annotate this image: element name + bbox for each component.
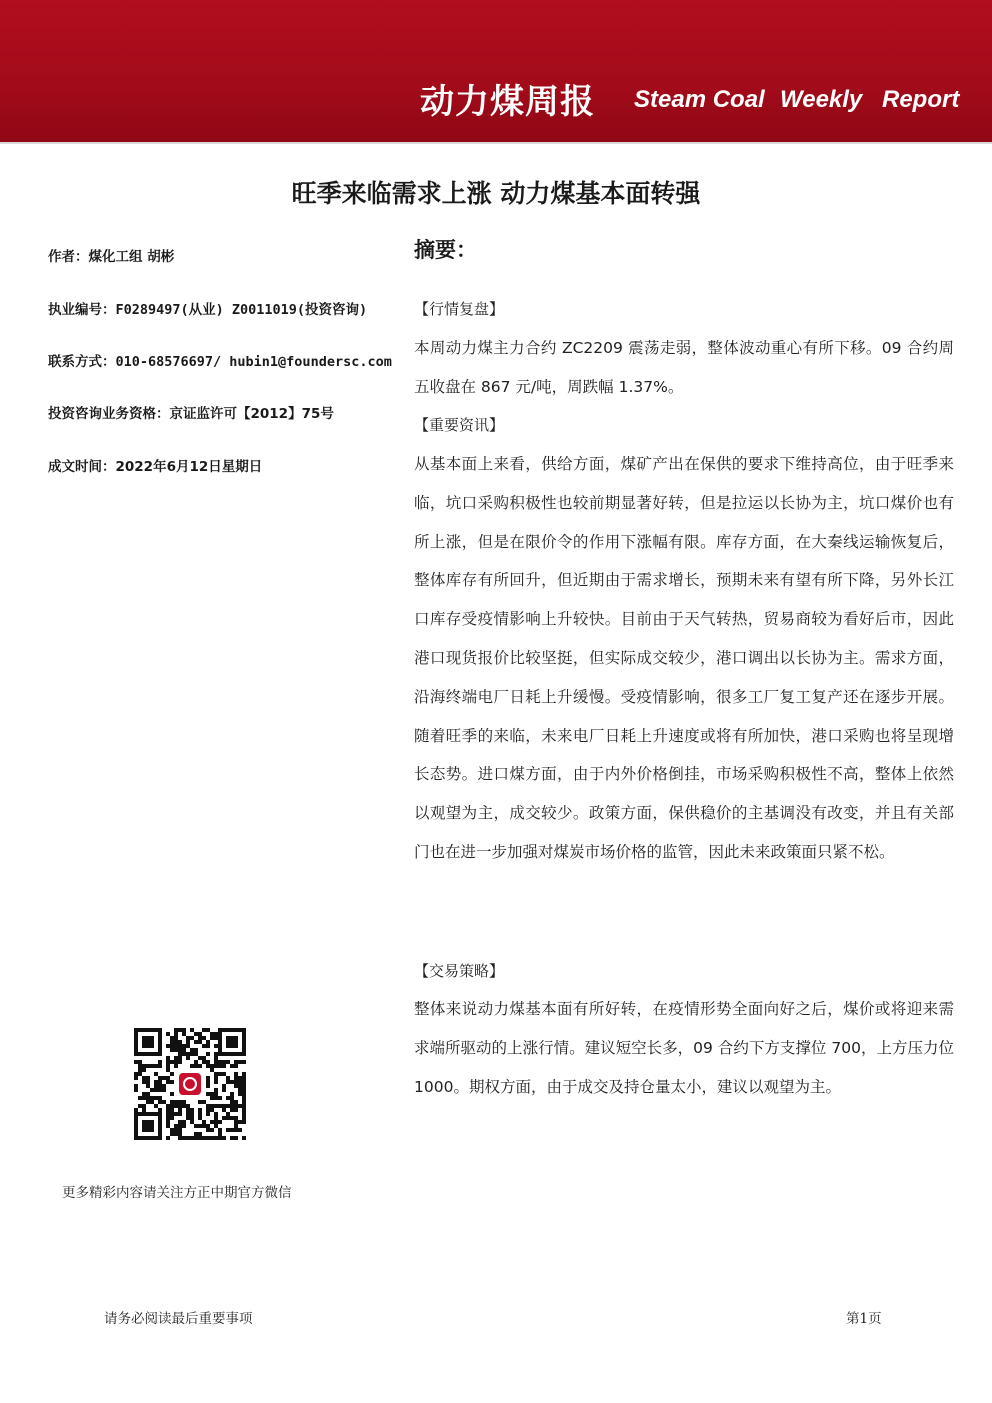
meta-author-label: 作者： — [48, 249, 89, 265]
header-title-cn: 动力煤周报 — [420, 82, 595, 122]
section-text-trading-strategy: 整体来说动力煤基本面有所好转，在疫情形势全面向好之后，煤价或将迎来需求端所驱动的上涨行情。建议短空长多，09 合约下方支撑位 700，上方压力位 1000。期权方面，由于成交及持仓量太小，建议以观望为主。 — [414, 1000, 954, 1096]
footer-notice: 请务必阅读最后重要事项 — [104, 1311, 253, 1327]
meta-qualification-label: 投资咨询业务资格： — [48, 406, 170, 422]
meta-license-value: F0289497(从业) Z0011019(投资咨询) — [115, 302, 368, 318]
header-title-en-weekly: Weekly — [780, 86, 863, 113]
section-title-key-news: 【重要资讯】 — [414, 416, 505, 434]
meta-author — [48, 245, 174, 265]
qr-caption: 更多精彩内容请关注方正中期官方微信 — [62, 1185, 292, 1201]
header-title-en-report: Report — [882, 86, 960, 113]
footer-page-number: 第1页 — [846, 1311, 882, 1327]
section-title-trading-strategy: 【交易策略】 — [414, 962, 505, 980]
qr-logo-icon — [179, 1073, 201, 1095]
wechat-qr-code-icon — [134, 1028, 246, 1140]
meta-date-value: 2022年6月12日星期日 — [115, 459, 263, 475]
summary-heading: 摘要： — [414, 238, 477, 262]
meta-date-label: 成文时间： — [48, 459, 116, 475]
section-text-market-review: 本周动力煤主力合约 ZC2209 震荡走弱，整体波动重心有所下移。09 合约周五收盘在 867 元/吨，周跌幅 1.37%。 — [414, 339, 954, 396]
meta-date — [48, 455, 262, 475]
section-text-key-news: 从基本面上来看，供给方面，煤矿产出在保供的要求下维持高位，由于旺季来临，坑口采购积极性也较前期显著好转，但是拉运以长协为主，坑口煤价也有所上涨，但是在限价令的作用下涨幅有限。库存方面，在大秦线运输恢复后，整体库存有所回升，但近期由于需求增长，预期未来有望有所下降，另外长江口库存受疫情影响上升较快。目前由于天气转热，贸易商较为看好后市，因此港口现货报价比较坚挺，但实际成交较少，港口调出以长协为主。需求方面，沿海终端电厂日耗上升缓慢。受疫情影响，很多工厂复工复产还在逐步开展。随着旺季的来临，未来电厂日耗上升速度或将有所加快，港口采购也将呈现增长态势。进口煤方面，由于内外价格倒挂，市场采购积极性不高，整体上依然以观望为主，成交较少。政策方面，保供稳价的主基调没有改变，并且有关部门也在进一步加强对煤炭市场价格的监管，因此未来政策面只紧不松。 — [414, 455, 954, 861]
meta-contact-value: 010-68576697/ hubin1@foundersc.com — [115, 354, 392, 370]
section-title-market-review: 【行情复盘】 — [414, 300, 505, 318]
meta-contact — [48, 350, 392, 370]
meta-author-value: 煤化工组 胡彬 — [88, 249, 175, 265]
meta-license — [48, 298, 367, 318]
meta-license-label: 执业编号： — [48, 302, 116, 318]
meta-qualification-value: 京证监许可【2012】75号 — [169, 406, 334, 422]
header-banner — [0, 0, 992, 142]
header-divider — [0, 142, 992, 144]
meta-contact-label: 联系方式： — [48, 354, 116, 370]
header-title-en-steam-coal: Steam Coal — [634, 86, 765, 113]
report-title: 旺季来临需求上涨 动力煤基本面转强 — [291, 179, 701, 208]
meta-qualification — [48, 402, 334, 422]
